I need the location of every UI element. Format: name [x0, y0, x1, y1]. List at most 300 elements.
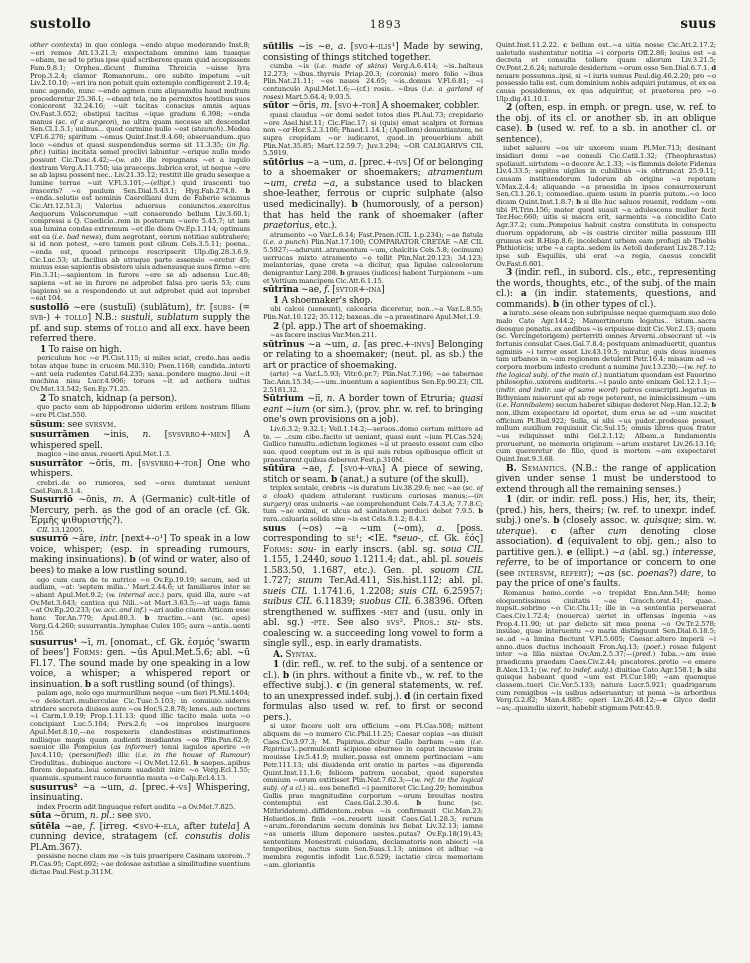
text-run: A shoemaker's shop.: [279, 295, 373, 306]
text-run: ~āre,: [68, 534, 100, 545]
text-run: index Procrin adit linguaque refert audita ~a Ov.Met.7.825.: [37, 802, 236, 811]
text-run: pte: [313, 618, 327, 629]
headword: sūtēla: [30, 821, 61, 832]
text-run: svs: [386, 618, 400, 629]
text-run: svrsvm: [84, 419, 114, 430]
text-run: , a substance used to blacken shoe-leather, ferrous or cupric sulphate (also used medicinally).: [263, 178, 483, 210]
text-run: iubet saluere ~os uir uxorem suam Pl.Mer.713; desinant insidiari domi ~ae consuli Cic.Catil.1.32; (Theophrastus) spoliauit..uirtutem ~o decore Ac.1.33; ~is flammis delete Fidenas Liv.4.33.5; sopitos uigiles in cubilibus ~is obtruncat 25.9.11; causam instituendorum ludorum ab origine ~a repetam V.Max.2.4.4; aliquando ~a praesidia in ipsos consurrexerunt Sen.Cl.1.26.1; comoediae..quem usum in pueris putem..~o loco dicam Quint.Inst.1.8.7;: [496, 144, 716, 207]
text-run: i.e. Hannibalem: [498, 401, 552, 410]
text-run: (after: [556, 526, 608, 537]
citation-paragraph: [263, 426, 483, 464]
headword: b: [129, 555, 136, 566]
text-run: poet.: [645, 642, 663, 651]
text-run: [next+-: [117, 534, 155, 545]
text-run: bellum est..~a uitia nosse Cic.Att.2.17.2; ualetudo sustentatur notitia ~i corporis Off.2.86; leuius est ~a decreta et consulta tollere quam aliorum Liv.3.21.5; Ov.Pont.2.6.24; naturale desiderium ~orum esse Sen.Dial.6.7.1.: [496, 42, 716, 73]
citation-paragraph: [30, 480, 250, 495]
text-run: [: [329, 285, 336, 296]
text-run: (humorously, of a person) that has held the rank of shoemaker (after: [263, 200, 483, 221]
text-run: (=: [234, 302, 250, 313]
text-run: svtor: [335, 285, 359, 296]
text-run: other contexts: [30, 42, 80, 49]
text-run: cumba ~is (: [270, 62, 317, 71]
text-run: w. ref. to the logical subj. of the main cl.: [496, 362, 716, 379]
text-run: (~os) ~a ~um (~om),: [285, 523, 437, 534]
text-run: in surgery: [263, 491, 483, 508]
headword: sūta: [30, 811, 52, 822]
text-run: (equivalent to obj. gen.; also to partitive gen.).: [496, 537, 716, 558]
headword: Sūtrium: [263, 394, 304, 405]
headword: sūtrīnus: [263, 339, 305, 350]
text-run: praetorius: [263, 221, 310, 232]
text-run: in fig. phr.: [30, 140, 250, 157]
text-run: [poss. corresponding to: [263, 523, 483, 545]
text-run: and all exx. have been referred there.: [30, 323, 250, 345]
entry-paragraph: [30, 783, 250, 804]
text-run: n.: [326, 394, 336, 405]
text-run: (or sim.), (prov. phr. w. ref. to bringing one's own provisions on a job).: [263, 404, 483, 426]
text-run: ) Verg.A.6.414; ~is..balteus 12.273; ~ibus..thyrsis Priap.20.3; (coronis) mero folio ~ibus Plin.Nat.21.11; ~es naues 24.65; ~is..domus V.Fl.6.81; ~i centunculo Apul.Met.1.6;—(cf.) rosis.. ~ibus (: [263, 62, 483, 94]
citation-paragraph: [263, 63, 483, 101]
text-run: graues (iudices) habent Turpionem ~um et Vettium mancipem Cic.Att.6.1.15.: [263, 268, 483, 285]
text-run: denoting close association).: [496, 526, 716, 548]
text-run: ] A piece of sewing, stitch or seam.: [263, 464, 483, 485]
headword: sūtor: [263, 101, 290, 112]
page-number: 1893: [369, 18, 402, 31]
text-run: ilis: [378, 42, 392, 52]
text-run: ~inis,: [89, 430, 143, 441]
text-run: ela: [163, 821, 177, 832]
text-run: i.e. bad news: [54, 232, 99, 241]
text-run: (arte) ~a Var.L.5.93; Vitr.6.pr.7; Plin.Nat.7.196; ~ae tabernae Tac.Ann.15.34;—~um..inuentum a sapientibus Sen.Ep.90.23; CIL 2.5181.32.: [263, 370, 483, 394]
entry-paragraph: [30, 459, 250, 480]
text-run: Forms: [263, 544, 290, 555]
text-run: ) secum haberet sibique dederet Nep.Han.12.2;: [551, 401, 712, 410]
text-run: intr.: [99, 534, 118, 545]
text-run: periculum hoc ~e Pl.Cist.115; si miles sciat, credo..has aedis totas atque hunc in crucem Mil.310; Poen.1168; candida..intorti ~ant uela rudentes Catul.64.235; saxa..pondere magno..leui ~it machina nisu Lucr.4.906; toruos ~it ad aethera uultus Ov.Met.13.542; Sen.Ep.71.25.: [30, 354, 250, 394]
text-run: ~enda..solutio est nominis Caerelliani dum de Faberio sciamus Cic.Att.12.51.3; Valerius aduersus coniunctos..exercitus Aequorum Volscorumque ~uit conserendo bellum Liv.3.60.1; compressi a Q. Caedicio..rem in posterum ~uere 5.45.7; ut iam sua lumina condas extremum ~et ille diem Ov.Ep.1.114; optimum est ea (: [30, 194, 250, 241]
text-run: , after: [176, 821, 210, 832]
text-run: +-: [358, 285, 369, 296]
text-run: [: [132, 458, 142, 469]
text-run: staunch: [193, 125, 221, 134]
text-run: ) Credulitas.. dubioque auctore ~i Ov.Met.12.61.: [30, 750, 250, 767]
text-run: To raise on high.: [46, 344, 122, 355]
text-run: ~ae,: [298, 285, 325, 296]
text-run: , to pay the price of one's faults.: [496, 568, 716, 590]
text-run: crebri..de eo rumores, sed ~ores dumtaxat ueniunt Cael.Fam.8.1.4.: [30, 478, 250, 495]
text-run: ] Whispering, insinuating.: [30, 782, 250, 804]
text-run: ~a ~um,: [303, 157, 349, 168]
headword: Susurriō: [30, 495, 73, 506]
text-run: )..Medea V.Fl.6.276; spiritum ~emus Quint.Inst.9.4.68; obseruandum..quo loco ~endus et quasi suspendendus sermo sit 11.3.35; (: [30, 125, 250, 149]
text-run: );: [587, 568, 598, 579]
text-run: tollo: [65, 313, 88, 324]
citation-paragraph: [30, 690, 250, 782]
text-run: soua CIL: [440, 544, 483, 555]
citation-paragraph: [30, 577, 250, 638]
text-run: +-: [173, 458, 185, 469]
text-run: ellipt.: [153, 179, 173, 188]
text-run: 2: [273, 321, 280, 332]
text-run: A border town of Etruria;: [335, 394, 460, 405]
text-run: , etc.).: [309, 221, 338, 232]
text-run: ), dum aegrotant, eorum notitiae subtrahere; si id non potest, ~ere tamen post cibum Cels.3.5.11; poena.. ~enda est, quoad princeps rescripserit Ulp.dig.28.3.6.9. Cic.Luc.53; ut..facilius ab utraque parte assensio ~eretur 45; munus esse sapientis obsistere uisis adsensusque suos firme ~ere Fin.3.31;—sapientem in furore ~ere se ab adsensu Luc.48; sapiens ~et se in furore ne adprobet falsa pro ueris 53; cum (sapiens) se a respondendo ut aut adprobet quid aut inprobet ~eat 104.: [30, 232, 250, 303]
text-run: o: [154, 534, 160, 545]
text-run: dare: [680, 568, 701, 579]
text-run: Liv.6.3.2; 9.32.1; Vell.1.14.2;—seruos..domo certum mittere ad te. — ..cum cibo..facito ut ueniant, quasi eant ~ium Pl.Cas.524; Gallico tumultu..edictum legiones ~ii ut praesto essent cum cibo suo. quod coeptum est in is qui suis rebus opibusque officit ut praestarent quibus deberent Fest.p.310M.: [263, 424, 483, 464]
text-run: ) +: [46, 313, 66, 324]
text-run: i.e. a garland of roses: [263, 85, 483, 101]
text-run: n.: [142, 430, 152, 441]
headword: sūtrīna: [263, 285, 299, 296]
text-run: ) rosae fulgent inter ~a lilia mixtae Ov.Am.2.5.37;—(: [496, 642, 716, 659]
text-run: e: [662, 696, 667, 705]
text-run: ~ōris,: [289, 101, 321, 112]
text-run: ) illic (: [109, 750, 138, 759]
text-run: ubi calcei (ueneunt), calcearia diceretur, non..~a Var.L.8.55; Plin.Nat.10.122; 35.112; baxeas..de ~a praestinare Apul.Met.1.9.: [263, 305, 483, 321]
text-run: : see: [111, 811, 135, 822]
text-run: 1: [506, 495, 513, 506]
text-run: Pl.Am.367).: [30, 842, 83, 853]
text-run: tollo: [125, 323, 148, 334]
text-run: a: [520, 289, 527, 300]
text-run: non..illum exspectare id oportet, dum erus se ad ~um suscitet officium Pl.Rud.922; Sulla, si sibi ~us pudor..prodesse posset, nullum auxilium requisiuit Cic.Sul.15; omnis libros quos frater ~us reliquisset mihi Gel.2.1.12; Albam..a fundamentis proruerunt, ne memoria originum ~arum exstaret Liv.26.13.16; cum quereretur de filio, quod is mortem ~am exspectaret Quint.Inst.9.3.68.: [496, 408, 716, 464]
text-run: 6.38396. Often strengthened w. suffixes -: [263, 597, 483, 618]
headword: susurrāmen: [30, 430, 90, 441]
headword: susurrus²: [30, 782, 78, 793]
text-run: ) quid irascenti tuo irasceris? ~e paulum Sen.Dial.5.43.1; Hyg.Fab.274.8.: [30, 179, 250, 195]
text-run: (in other types of cl.).: [559, 299, 657, 310]
text-run: ] A cunning device, stratagem (cf.: [30, 821, 250, 843]
text-run: tor: [362, 101, 376, 112]
headword: sustollō: [30, 302, 69, 313]
text-run: ¹] To speak in a low voice, whisper; (esp. in spreading rumours, making insinuations).: [30, 534, 250, 566]
text-run: m.: [121, 458, 133, 469]
sense-paragraph: [496, 495, 716, 590]
text-run: b: [478, 507, 483, 516]
text-run: tractim..~ant (sc. apes) Verg.G.4.260; susurrantis..lymphae Culex 105; aura ~antis..uenti 156.: [30, 613, 250, 638]
citation-paragraph: [30, 404, 250, 419]
text-run: (ellipt.): [572, 547, 613, 558]
text-run: +-: [357, 464, 368, 475]
text-run: Forms: [72, 648, 100, 659]
text-run: [: [345, 42, 355, 52]
text-run: si uxor facere uolt era officium ~om Pl.Cas.508; mittent aliquem de ~o numero Cic.Phil.11.25; Caesar copias ~as diuisit Caes.Civ.3.97.3; M. Papirius..dicitur Gallo barbam ~am (: [263, 722, 483, 746]
text-run: +-: [351, 101, 362, 112]
text-run: svo: [354, 42, 368, 52]
text-run: saepes..apibus florem depasta..leui somnum suadebit inire ~o Verg.Ecl.1.55; quamuis..spument rauco feruentia musta ~o Calp.Ecl.4.13.: [30, 758, 250, 782]
text-run: and (usu. only in abl. sg.) -: [263, 607, 483, 629]
text-run: : gen. ~ūs Apul.Met.5.6; abl. ~ū Fl.17. The sound made by one speaking in a low voice, a whisper; a whispered report or insinuation.: [30, 648, 250, 690]
text-run: ².: [399, 618, 414, 629]
text-run: a.: [337, 42, 346, 52]
text-run: Glyco dedit ~as;..quamdiu uixerit, habebit stigmam Petr.45.9.: [496, 696, 716, 712]
headword: b: [330, 474, 338, 485]
entry-paragraph: [30, 822, 250, 854]
text-run: ), ne ultra quam necesse sit descendat Sen.Cl.1.5.1; uulnus... quod carmine nullo ~est (: [30, 117, 250, 134]
text-run: f.: [324, 285, 330, 296]
text-run: su-: [446, 618, 461, 629]
text-run: ) patres conscripti..legatus in Bithyniam miserunt qui ab rege peterent, ne inimicissimum ~um (: [496, 385, 716, 410]
citation-paragraph: [30, 804, 250, 812]
citation-paragraph: [496, 310, 716, 463]
text-run: (abl. sg.): [624, 547, 673, 558]
text-run: (in certain fixed formulas also used w. ref. to first or second pers.).: [263, 691, 483, 723]
text-run: ]: [381, 285, 385, 296]
text-run: sueis CIL: [263, 586, 308, 597]
text-run: b: [416, 799, 422, 808]
citation-paragraph: [263, 723, 483, 869]
text-run: Quint.Inst.11.2.22.: [496, 42, 564, 49]
text-run: magico ~ine anus..reuerti Apul.Met.1.3.: [37, 450, 171, 459]
text-run: indir. and indir. use of same word: [498, 385, 616, 394]
citation-paragraph: [263, 112, 483, 158]
text-run: c: [563, 42, 568, 49]
text-run: .: [148, 811, 152, 822]
entry-paragraph: [30, 420, 250, 431]
text-run: a soft rustling sound (of things).: [91, 679, 236, 690]
text-run: i.e. in the house of Rumour: [137, 750, 248, 759]
text-run: (often, esp. in emph. or pregn. use, w. ref. to the obj. of its cl. or another sb. in an oblique case).: [496, 103, 716, 135]
text-run: 1.1741.6, 1.2208;: [307, 586, 400, 597]
text-run: 6.25957;: [438, 586, 483, 597]
text-run: a.: [129, 782, 138, 793]
text-run: . See also: [326, 618, 387, 629]
text-run: personified: [71, 750, 110, 759]
text-run: [: [332, 101, 338, 112]
text-run: tutela: [209, 821, 236, 832]
headword: sūsum: [30, 419, 63, 430]
text-run: [as prec.+-: [360, 339, 414, 350]
headword: suus: [263, 523, 286, 534]
text-run: supply the pf. and sup. stems of: [30, 313, 250, 334]
text-column-2: [263, 42, 483, 940]
text-run: [onomat., cf. Gk. ἑσμός 'swarm of bees']: [30, 637, 250, 659]
text-run: CIL: [37, 525, 50, 534]
text-run: iurato..sese oleam non subripuisse neque quemquam suo dolo malo Cato Agr.144.2; Mamertinorum legatus.. istum..sacra deosque penatis..ex aedibus ~is eripuisse dixit Cic.Ver.2.13; quem (sc. Vercingetorigem) perterriti omnes Arverni..obsecrant ut ~is fortunis consulat Caes.Gal.7.8.4; postquam animaduertit, quantus agminis ~i terror esset Liv.43.19.5; miratur, quis deus iuuenes tam urbanos in ~am regionem detulerit Petr.16.4; missum ad ~a corpora morbum infesto credunt a numine Juv.13.230;—(: [496, 309, 716, 371]
text-run: ) ~ari audio ciuem Atticam esse hanc Ter.An.779; Apul.80.3.: [30, 606, 250, 622]
text-run: b: [193, 758, 199, 767]
text-run: atramento ~o Var.L.6.14; Fast.Praen.(CIL 1.p.234); ~ae fistula (: [263, 230, 483, 247]
text-run: a: [503, 309, 508, 318]
text-run: (indir. refl., in subord. cls., etc., representing the words, thoughts, etc., of the subj. of the main cl.):: [496, 268, 716, 300]
text-run: suis CIL: [399, 586, 439, 597]
text-run: :: [289, 544, 298, 555]
text-run: [prec.+-: [356, 157, 396, 168]
text-run: possisne necne clam me ~is tuis praeripere Casinam uxorem..? Pl.Cas.95; Capt.692; ~ae dolosae astutiae a similitudine suentium dictae Paul.Fest.p.311M.: [30, 852, 250, 876]
text-run: tor: [184, 458, 198, 469]
text-run: hunc (sc. Mithridatem)..diffidentem..rebus ~is confirmauit Cic.Man.23; Heluetios..in finis ~os..reuerti iussit Caes.Gal.1.28.3; rerum ~arum..ferendarum secum dominis ius fiebat Liv.32.13; iamne ~as umeris illum deponere uestes..putas? Ov.Ep.18(19).43; sententiam Menestrati cuiusdam, declamatoris non abiecti ~is temporibus, nactus sum Sen.Suas.1.13; animos et adhuc ~a membra regentis infodit Luc.6.529; iactatio circa memoriam ~am..gloriantis: [263, 799, 483, 869]
text-run: [: [205, 302, 214, 313]
text-run: (in phrs. without a finite vb., w. ref. to the effective subj.).: [263, 670, 483, 692]
text-run: , cf. Gk. ἑός]: [420, 534, 483, 545]
text-run: Romanus homo..corde ~o trepidat Enn.Ann.548; homo eloquentissimus ciuitatis ~ae Gracch.orat.41; quae.. nupsit..sobrino ~o Cic.Clu.11; ille in ~a sententia perseuerat Caes.Civ.1.72.4; (nouerca) uertet in offensas ingenia ~as Prop.4.11.90; ut par delicto sit mea poena ~o Ov.Tr.2.578; insulae, quae interuentu ~o maria distinguunt Sen.Dial.6.18.5; se..ad ~a limina flectunt V.Fl.5.605; Caesar..altero imperii ~i anno..duos ductus inchoauit Fron.Aq.13; (: [496, 588, 716, 651]
text-run: (pl. app.) The art of shoemaking.: [279, 321, 427, 332]
text-run: ~ae,: [295, 464, 329, 475]
text-column-3: [496, 42, 716, 940]
headword: sūtilis: [263, 42, 294, 52]
text-run: w. acc. and inf.: [95, 606, 145, 615]
text-run: To snatch, kidnap (a person).: [46, 393, 178, 404]
text-run: atramentum ~um, creta ~a: [263, 168, 483, 189]
text-run: ) ille repugnans ~et a iugulo dextram Verg.A.11.750; uia praeceps..lubrica erat, ut neque ~ere se ab lapsu possent nec.. Liv.21.35.12; restitit ille gradu seseque a lumine terrae ~uit V.Fl.3.101;—(: [30, 156, 250, 188]
text-run: b: [144, 613, 150, 622]
text-run: soueis: [454, 555, 483, 566]
citation-paragraph: [496, 590, 716, 713]
text-run: ) (uitia) incitata semel proclivi labuntur ~erique nullo modo possunt Cic.Tusc.4.42;—(: [30, 148, 250, 165]
text-run: vra: [367, 464, 382, 475]
text-column-1: [30, 42, 250, 940]
text-run: met: [383, 607, 399, 618]
text-run: poenas: [637, 568, 669, 579]
text-run: +-: [199, 430, 211, 441]
text-run: ~ī,: [77, 637, 97, 648]
text-run: b: [552, 299, 560, 310]
citation-paragraph: [30, 451, 250, 459]
text-run: b: [576, 198, 581, 207]
entry-paragraph: [263, 340, 483, 372]
text-run: sibi quisque habeant quod ~um est Pl.Cur.180; ~am quemque classem..tueri Cic.Ver.5.133; natura Lucr.5.921; quadrigarum cum remigibus ~is usibus adseruantur; ut poma ~is arboribus Verg.G.2.82; Man.4.885; operi Liv.26.48.12;—: [496, 665, 716, 705]
guide-word-right: suus: [680, 16, 716, 32]
text-run: si ille huc saluos reuenit, reddam ~om tibi Pl.Trin.156; mater quod suasit ~a adulescens mulier fecit Ter.Hec.660; uitis si macra erit, sarmenta ~a concidito Cato Agr.37.2; cum..Pompeius habuit castra constituta in conspectu duorum oppidorum, ab ~is castris circiter milia passuum IIII grumus est B.Hisp.8.6; incolebant urbem eam profugi ab Thebis Phthioticis; urbe ~a capta..sedem iis Aetoli dederant Liv.28.7.12; ipse sub Esquiliis, ubi erat ~a regia, caesus concidit Ov.Fast.6.601.: [496, 198, 716, 268]
citation-paragraph: [30, 853, 250, 876]
text-run: ) Iuba..~am esse praedicans praedam Caes.Civ.2.44; piscatores..pretio ~o emere B.Alex.13.1; (: [496, 650, 716, 674]
text-run: ina: [368, 285, 382, 296]
text-run: triplex scutale, crebris ~is duratum Liv.38.29.6; nec ~ae (: [270, 484, 466, 493]
text-run: A.: [273, 649, 283, 660]
text-run: m.: [112, 495, 124, 506]
text-run: w. internal acc.: [108, 590, 162, 599]
entry-paragraph: [263, 464, 483, 485]
text-run: (dir. or indir. refl. poss.) His, her, its, their, (pred.) his, hers, theirs; (w. ref. to unexpr. indef. subj.) one's.: [496, 495, 716, 527]
text-run: ] A whispered spell.: [30, 430, 250, 451]
text-run: ) diuitiae Cato Agr.158.1;: [610, 665, 698, 674]
text-run: ,: [554, 568, 561, 579]
text-run: 1.727;: [263, 576, 298, 587]
text-run: *seuo-: [392, 534, 421, 545]
headword: susurrātor: [30, 458, 83, 469]
text-run: (anat.) a suture (of the skull).: [337, 474, 469, 485]
sense-paragraph: [496, 103, 716, 145]
entry-paragraph: [30, 534, 250, 576]
text-run: ] A shoemaker, cobbler.: [375, 101, 480, 112]
text-run: .: [313, 649, 317, 660]
text-run: [prec.+-: [137, 782, 179, 793]
text-run: 1: [273, 295, 280, 306]
text-run: w. ref. to the logical subj. of a cl.: [263, 776, 483, 792]
column-container: [30, 42, 716, 940]
text-run: d: [556, 537, 564, 548]
text-run: ~as facere inscius Var.Men.211.: [270, 331, 377, 340]
citation-paragraph: [263, 232, 483, 286]
text-run: sou-: [297, 544, 317, 555]
text-run: svsvrro: [168, 430, 200, 441]
text-run: ¹; <IE.: [355, 534, 393, 545]
text-run: svsvrro: [141, 458, 174, 469]
continuation-paragraph: [496, 42, 716, 103]
text-run: svo: [134, 811, 149, 822]
text-run: c: [550, 526, 557, 537]
guide-word-left: sustollo: [30, 16, 92, 32]
text-run: i.e. Papirius': [263, 737, 483, 754]
text-run: quo pacto eam ab hippodromo uiderim erilem nostram filiam ~ere Pl.Cist.550.: [30, 403, 250, 419]
text-run: ¹] Made by sewing, consisting of things stitched together.: [263, 42, 483, 63]
text-run: n. pl.: [89, 811, 112, 822]
text-run: ~ae,: [60, 821, 90, 832]
text-run: 1: [273, 660, 280, 671]
text-run: 2: [40, 393, 47, 404]
text-run: [irreg. <: [95, 821, 140, 832]
text-run: ?): [668, 568, 681, 579]
text-run: (of wind or water, also of bees) to make a low rustling sound.: [30, 555, 250, 576]
headword: susurrō: [30, 534, 69, 545]
text-run: ego cum cara de te nutrice ~o Ov.Ep.19.19; secum, sed ut audiam, ~at: 'septem milia..' Mart.2.44.6; ut familiares inter se ~abant Apul.Met.9.2; (: [30, 575, 250, 599]
text-run: ~ōrum,: [51, 811, 90, 822]
text-run: B.: [506, 463, 517, 474]
text-run: b: [711, 401, 716, 410]
citation-paragraph: [30, 527, 250, 535]
text-run: a.: [436, 523, 445, 534]
text-run: i.e. a punch: [265, 238, 306, 247]
text-run: ] Of or belonging to a shoemaker or shoemakers;: [263, 157, 483, 179]
text-run: 6.11839;: [311, 597, 360, 608]
text-run: quasi eant ~ium: [263, 394, 483, 415]
text-run: se: [346, 534, 356, 545]
text-run: ~as: [597, 568, 615, 579]
text-run: refert: [560, 568, 588, 579]
entry-paragraph: [30, 638, 250, 691]
text-run: ~ōnis,: [72, 495, 113, 506]
text-run: sc. of a cloak: [263, 484, 483, 500]
text-run: w. ab: [118, 156, 139, 165]
citation-paragraph: [263, 306, 483, 321]
entry-paragraph: [30, 303, 250, 345]
text-run: f.: [328, 464, 335, 475]
text-run: b: [697, 665, 702, 674]
text-run: men: [210, 430, 227, 441]
section-heading: [496, 464, 716, 496]
text-run: sc. of a surgeon: [57, 117, 115, 126]
text-run: ] N.B.:: [87, 313, 121, 324]
text-run: sts. coalescing w. a succeeding long vowel to form a single syll., esp. in early dramatists.: [263, 618, 483, 650]
text-run: ~ōris,: [82, 458, 122, 469]
text-run: vs: [178, 782, 188, 793]
text-run: quisque: [643, 516, 679, 527]
text-run: (used w. ref. to a sb. in another cl. or sentence).: [496, 124, 716, 145]
text-run: invs: [413, 339, 431, 350]
text-run: consutis dolis: [185, 832, 250, 843]
text-run: Pros.: [413, 618, 437, 629]
text-run: palam age, nolo ego murmurillum neque ~um fieri Pl.Mil.1404; ~o delectari..mulierculae Cic.Tusc.5.103; in conuiuio..uideres stridere secreta diuisos aure ~os Hor.S.2.8.78; lenes..sub noctem ~i Carm.1.9.19; Prop.1.11.13; quod illic tacito mala uota ~o concipiant Luc.5.104; Pers.2.6; ~os improbos inurguere Apul.Met.8.10,—ne respexeris clandestinas existimationes nullisque magis quam audienti insidiantes ~os Plin.Pan.62.9; saeuior illo Pompeius (: [30, 689, 250, 752]
text-run: )..permulcenti scipione eburneo in caput incusso iram mouisse Liv.5.41.9; mulier..passa est omnem pertinaciam ~am Petr.111.13; ubi diuidenda erit oratio in partes ~as digerenda Quint.Inst.11.1.6; felicem patrem uocabat, quod superstes omnium ~orum extitisset Plin.Nat.7.62.3;—(: [263, 745, 483, 785]
text-run: i.e. made of skins: [316, 62, 385, 71]
text-run: (in general statements, w. ref. to an unexpressed indef. subj.).: [263, 681, 483, 702]
citation-paragraph: [263, 332, 483, 340]
text-run: [: [151, 430, 169, 441]
sense-paragraph: [263, 660, 483, 723]
text-run: : see: [62, 419, 85, 430]
text-run: (closely assoc. w.: [559, 516, 644, 527]
text-run: b: [245, 186, 250, 195]
text-run: rara..caluaria solida sine ~is est Cels.8.1.2; 8.4.3.: [263, 515, 428, 523]
text-run: (dir. refl., w. ref. to the subj. of a sentence or cl.).: [263, 660, 483, 681]
citation-paragraph: [263, 485, 483, 523]
text-run: ] Belonging or relating to a shoemaker; (neut. pl. as sb.) the art or practice of shoemaking.: [263, 339, 483, 371]
citation-paragraph: [30, 355, 250, 393]
text-run: +-: [153, 821, 164, 832]
text-run: uterque: [496, 526, 532, 537]
text-run: svo: [337, 101, 352, 112]
